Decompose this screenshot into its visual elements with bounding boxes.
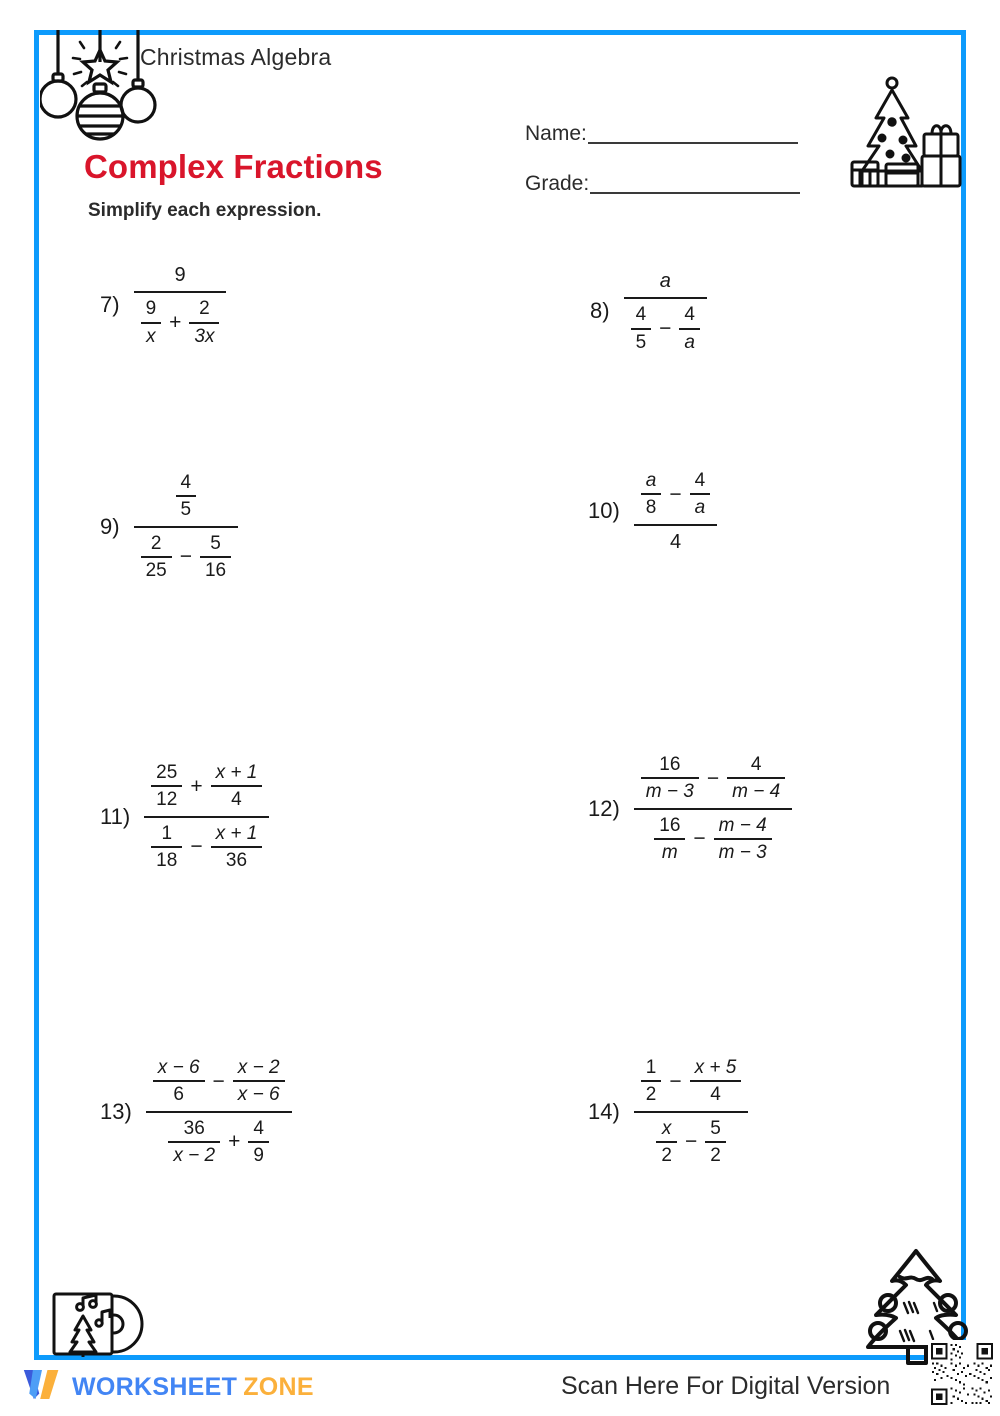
sub-fraction-bar	[189, 322, 219, 324]
sub-fraction-left	[654, 815, 685, 864]
name-label: Name:	[525, 122, 587, 145]
numerator	[634, 1055, 749, 1108]
main-fraction-bar	[134, 526, 239, 528]
numerator	[146, 1055, 292, 1108]
sub-numerator: 4	[253, 1117, 264, 1139]
sub-fraction-bar	[727, 777, 785, 779]
problem-8	[590, 268, 707, 355]
page-footer	[0, 1362, 1000, 1416]
complex-fraction	[134, 262, 227, 349]
sub-numerator: x − 2	[237, 1057, 280, 1078]
sub-fraction-bar	[679, 328, 700, 330]
sub-fraction-left	[631, 304, 652, 353]
sub-fraction-bar	[714, 838, 772, 840]
problem-number: 14)	[588, 1098, 620, 1124]
sub-denominator: 5	[180, 499, 192, 521]
sub-numerator: 1	[161, 822, 173, 844]
sub-denominator: 2	[661, 1144, 672, 1166]
sub-fraction-right	[690, 1057, 742, 1106]
sub-numerator: 5	[210, 532, 221, 554]
sub-denominator: 3x	[194, 325, 215, 347]
worksheetzone-logo[interactable]	[22, 1368, 314, 1406]
operator: −	[693, 827, 706, 851]
sub-numerator: m − 4	[718, 814, 767, 836]
sub-fraction-bar	[151, 785, 182, 787]
sub-denominator: 2	[710, 1144, 721, 1166]
main-fraction-bar	[624, 297, 707, 299]
sub-fraction-right	[200, 533, 231, 582]
sub-numerator: 2	[150, 532, 162, 554]
problem-13	[100, 1055, 292, 1168]
sub-fraction-bar	[153, 1080, 205, 1082]
sub-fraction-bar	[233, 1080, 285, 1082]
sub-denominator: 5	[635, 331, 647, 353]
brand-name-second: ZONE	[243, 1372, 314, 1401]
sub-numerator: 9	[145, 298, 157, 320]
sub-fraction-bar	[168, 1141, 220, 1143]
operator: −	[659, 317, 672, 341]
complex-fraction	[146, 1055, 292, 1168]
sub-denominator: m − 4	[732, 781, 781, 803]
denominator	[134, 296, 227, 349]
sub-fraction-bar	[690, 493, 711, 495]
denominator	[649, 1116, 732, 1169]
sub-fraction-bar	[141, 322, 162, 324]
sub-numerator: x − 6	[157, 1057, 200, 1078]
main-fraction-bar	[634, 1111, 749, 1113]
scan-instruction-text: Scan Here For Digital Version	[561, 1372, 891, 1400]
sub-denominator: 6	[173, 1084, 184, 1106]
sub-fraction-bar	[656, 1141, 677, 1143]
sub-denominator: 16	[204, 559, 227, 581]
sub-fraction-bar	[641, 1080, 662, 1082]
sub-fraction-right	[705, 1118, 726, 1167]
sub-numerator: 36	[183, 1117, 205, 1139]
brand-name-first: WORKSHEET	[72, 1372, 238, 1401]
sub-denominator: a	[684, 331, 695, 353]
sub-denominator: m − 3	[718, 841, 767, 863]
denominator	[161, 1116, 276, 1169]
sub-numerator: x + 1	[215, 762, 258, 783]
grade-label: Grade:	[525, 172, 590, 195]
sub-fraction-right	[233, 1057, 285, 1106]
numerator: 9	[174, 264, 186, 286]
operator: −	[669, 1069, 682, 1093]
numerator	[634, 468, 717, 521]
sub-fraction-bar	[631, 328, 652, 330]
denominator	[144, 821, 269, 874]
sub-numerator: 4	[635, 304, 647, 326]
main-fraction-bar	[634, 524, 717, 526]
sub-numerator: a	[645, 470, 657, 491]
denominator	[647, 813, 778, 866]
sub-fraction-right	[211, 762, 263, 811]
operator: −	[179, 545, 192, 569]
problem-number: 13)	[100, 1098, 132, 1124]
complex-fraction	[134, 470, 239, 583]
problem-7	[100, 262, 226, 349]
sub-fraction-left	[151, 823, 182, 872]
operator: +	[169, 311, 182, 335]
problem-number: 9)	[100, 513, 120, 539]
sub-fraction-bar	[641, 777, 699, 779]
sub-numerator: 2	[199, 298, 210, 320]
sub-fraction-right	[248, 1118, 269, 1167]
sub-fraction-left	[141, 533, 172, 582]
christmas-music-cd-icon	[48, 1282, 152, 1362]
sub-fraction-left	[641, 754, 699, 803]
problem-number: 10)	[588, 498, 620, 524]
sub-fraction-bar	[176, 495, 197, 497]
sub-fraction-bar	[200, 556, 231, 558]
sub-denominator: 8	[645, 497, 657, 519]
numerator	[169, 470, 204, 523]
sub-fraction-left	[656, 1118, 677, 1167]
sub-numerator: 16	[659, 814, 681, 836]
sub-fraction	[176, 472, 197, 521]
sub-denominator: 12	[156, 789, 178, 811]
sub-denominator: m − 3	[645, 781, 694, 803]
denominator	[134, 531, 239, 584]
sub-fraction-left	[151, 762, 182, 811]
sub-fraction-bar	[151, 846, 182, 848]
sub-fraction-bar	[211, 846, 263, 848]
numerator	[144, 760, 269, 813]
problem-11	[100, 760, 269, 873]
sub-fraction-left	[168, 1118, 220, 1167]
sub-denominator: 18	[156, 849, 178, 871]
problem-9	[100, 470, 238, 583]
complex-fraction	[624, 268, 707, 355]
numerator	[634, 752, 792, 805]
sub-fraction-right	[679, 304, 700, 353]
operator: −	[669, 482, 682, 506]
sub-denominator: x − 2	[173, 1144, 216, 1166]
sub-denominator: 9	[253, 1144, 264, 1166]
problem-number: 11)	[100, 803, 131, 829]
sub-denominator: a	[694, 497, 706, 519]
sub-fraction-left	[153, 1057, 205, 1106]
sub-denominator: 36	[225, 849, 248, 871]
sub-fraction-left	[641, 1057, 662, 1106]
problem-10	[588, 468, 717, 555]
page-title: Complex Fractions	[84, 148, 383, 185]
operator: +	[190, 774, 203, 798]
sub-fraction-right	[727, 754, 785, 803]
sub-fraction-right	[714, 815, 772, 864]
problem-number: 12)	[588, 795, 620, 821]
sub-numerator: 4	[694, 470, 706, 491]
sub-fraction-left	[641, 470, 662, 519]
instruction-text: Simplify each expression.	[88, 200, 322, 221]
sub-numerator: 16	[659, 754, 681, 775]
denominator: 4	[669, 530, 682, 553]
main-fraction-bar	[144, 816, 269, 818]
sub-fraction-bar	[654, 838, 685, 840]
worksheet-subtitle: Christmas Algebra	[140, 44, 332, 70]
operator: −	[190, 835, 203, 859]
complex-fraction	[634, 752, 792, 865]
sub-fraction-right	[211, 823, 263, 872]
sub-denominator: 2	[645, 1084, 657, 1106]
sub-fraction-left	[141, 298, 162, 347]
sub-fraction-bar	[705, 1141, 726, 1143]
denominator	[624, 302, 707, 355]
complex-fraction	[634, 468, 717, 555]
problem-14	[588, 1055, 748, 1168]
problem-number: 7)	[100, 292, 120, 318]
operator: +	[228, 1130, 241, 1154]
sub-fraction-bar	[141, 556, 172, 558]
sub-numerator: 4	[684, 304, 695, 326]
main-fraction-bar	[146, 1111, 292, 1113]
complex-fraction	[634, 1055, 749, 1168]
problem-number: 8)	[590, 298, 610, 324]
sub-numerator: 25	[156, 762, 178, 783]
qr-code-icon[interactable]	[928, 1340, 996, 1408]
operator: −	[212, 1069, 225, 1093]
sub-numerator: 4	[750, 754, 762, 775]
sub-fraction-bar	[211, 785, 263, 787]
sub-fraction-right	[690, 470, 711, 519]
sub-denominator: x − 6	[237, 1084, 280, 1106]
problem-12	[588, 752, 792, 865]
sub-denominator: 4	[231, 789, 242, 811]
sub-numerator: x	[661, 1117, 672, 1139]
sub-numerator: 5	[710, 1117, 721, 1139]
complex-fraction	[144, 760, 269, 873]
sub-fraction-right	[189, 298, 219, 347]
numerator: a	[659, 270, 671, 292]
worksheetzone-logo-mark	[22, 1368, 62, 1406]
sub-numerator: 4	[180, 472, 192, 493]
operator: −	[684, 1130, 698, 1154]
sub-fraction-bar	[248, 1141, 269, 1143]
main-fraction-bar	[134, 291, 227, 293]
sub-denominator: 25	[145, 559, 167, 581]
operator: −	[706, 766, 720, 790]
sub-numerator: x + 1	[215, 822, 258, 844]
sub-denominator: x	[146, 325, 156, 347]
sub-denominator: 4	[710, 1084, 721, 1106]
main-fraction-bar	[634, 808, 792, 810]
sub-fraction-bar	[690, 1080, 742, 1082]
sub-numerator: 1	[645, 1057, 657, 1078]
sub-fraction-bar	[641, 493, 662, 495]
sub-denominator: m	[661, 841, 678, 863]
sub-numerator: x + 5	[694, 1057, 737, 1078]
